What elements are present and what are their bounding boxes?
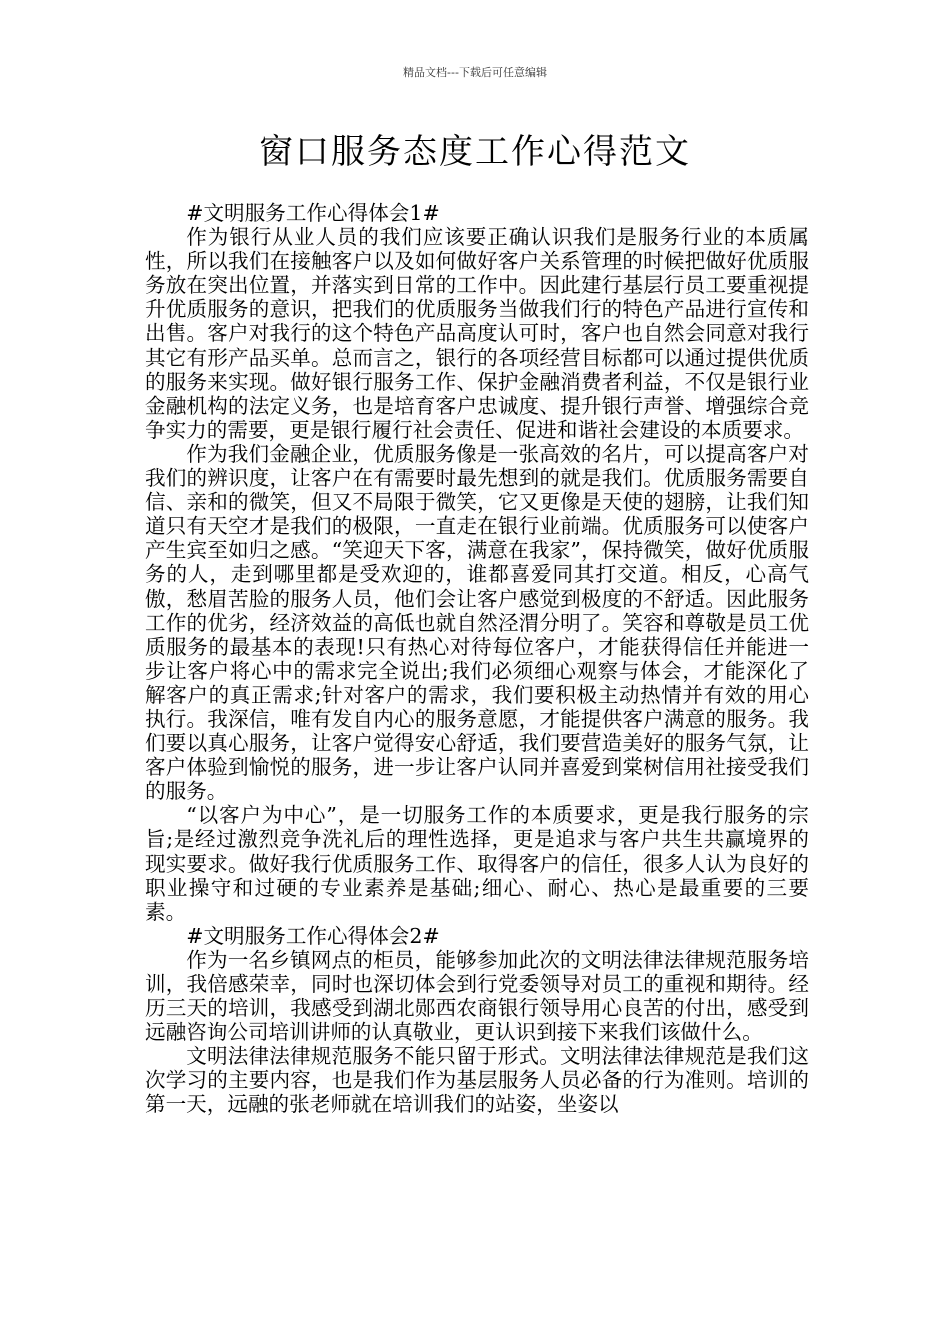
paragraph: 文明法律法律规范服务不能只留于形式。文明法律法律规范是我们这次学习的主要内容，也是我们作为基层服务人员必备的行为准则。培训的第一天，远融的张老师就在培训我们的站姿，坐姿以 [145, 1044, 809, 1117]
document-body [145, 201, 809, 1117]
section-heading-2: #文明服务工作心得体会2# [186, 923, 440, 948]
paragraph: “以客户为中心”，是一切服务工作的本质要求，更是我行服务的宗旨;是经过激烈竞争洗礼后的理性选择，更是追求与客户共生共赢境界的现实要求。做好我行优质服务工作、取得客户的信任，很多人认为良好的职业操守和过硬的专业素养是基础;细心、耐心、热心是最重要的三要素。 [145, 803, 809, 924]
paragraph: 作为银行从业人员的我们应该要正确认识我们是服务行业的本质属性，所以我们在接触客户以及如何做好客户关系管理的时候把做好优质服务放在突出位置，并落实到日常的工作中。因此建行基层行员工要重视提升优质服务的意识，把我们的优质服务当做我们行的特色产品进行宣传和出售。客户对我行的这个特色产品高度认可时，客户也自然会同意对我行其它有形产品买单。总而言之，银行的各项经营目标都可以通过提供优质的服务来实现。做好银行服务工作、保护金融消费者利益，不仅是银行业金融机构的法定义务，也是培育客户忠诚度、提升银行声誉、增强综合竞争实力的需要，更是银行履行社会责任、促进和谐社会建设的本质要求。 [145, 225, 809, 442]
document-title: 窗口服务态度工作心得范文 [259, 132, 691, 172]
paragraph: 作为一名乡镇网点的柜员，能够参加此次的文明法律法律规范服务培训，我倍感荣幸，同时也深切体会到行党委领导对员工的重视和期待。经历三天的培训，我感受到湖北郧西农商银行领导用心良苦的付出，感受到远融咨询公司培训讲师的认真敬业，更认识到接下来我们该做什么。 [145, 947, 809, 1045]
paragraph: 作为我们金融企业，优质服务像是一张高效的名片，可以提高客户对我们的辨识度，让客户在有需要时最先想到的就是我们。优质服务需要自信、亲和的微笑，但又不局限于微笑，它又更像是天使的翅膀，让我们知道只有天空才是我们的极限，一直走在银行业前端。优质服务可以使客户产生宾至如归之感。“笑迎天下客，满意在我家”，保持微笑，做好优质服务的人，走到哪里都是受欢迎的，谁都喜爱同其打交道。相反，心高气傲，愁眉苦脸的服务人员，他们会让客户感觉到极度的不舒适。因此服务工作的优劣，经济效益的高低也就自然泾渭分明了。笑容和尊敬是员工优质服务的最基本的表现!只有热心对待每位客户，才能获得信任并能进一步让客户将心中的需求完全说出;我们必须细心观察与体会，才能深化了解客户的真正需求;针对客户的需求，我们要积极主动热情并有效的用心执行。我深信，唯有发自内心的服务意愿，才能提供客户满意的服务。我们要以真心服务，让客户觉得安心舒适，我们要营造美好的服务气氛，让客户体验到愉悦的服务，进一步让客户认同并喜爱到棠树信用社接受我们的服务。 [145, 441, 809, 804]
section-heading-1: #文明服务工作心得体会1# [186, 201, 440, 225]
header-note: 精品文档---下载后可任意编辑 [403, 66, 547, 79]
